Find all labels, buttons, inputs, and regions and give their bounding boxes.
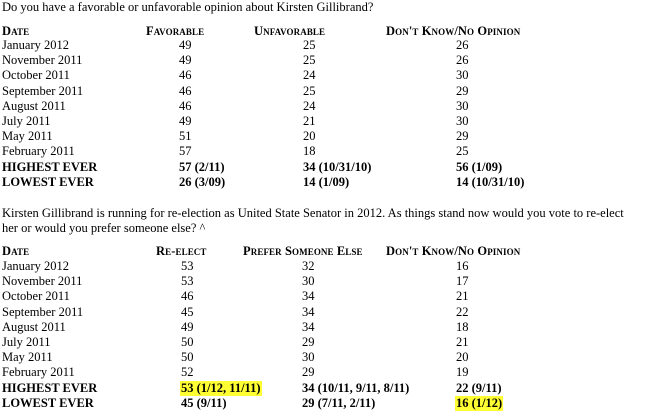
col-prefer-else-header: Prefer Someone Else (243, 244, 363, 258)
row-value: 17 (456, 274, 469, 289)
row-value: 45 (181, 304, 194, 319)
row-date: January 2012 (2, 259, 69, 273)
row-value: 19 (456, 365, 469, 380)
table-row (0, 84, 671, 99)
highest-ever-row (0, 381, 671, 396)
question-2-line1: Kirsten Gillibrand is running for re-election as United State Senator in 2012. As things stand now would you vote to re-elect (2, 206, 624, 220)
row-value: 24 (303, 68, 316, 83)
row-value: 21 (456, 335, 469, 349)
table-row (0, 38, 671, 53)
row-value: 50 (181, 335, 194, 349)
row-value: 49 (179, 53, 192, 68)
col-reelect-header: Re-elect (156, 244, 207, 258)
row-value: 46 (179, 83, 192, 98)
row-date: August 2011 (2, 98, 66, 113)
table-row (0, 144, 671, 159)
row-value: 21 (456, 289, 469, 304)
row-date: October 2011 (2, 289, 70, 304)
row-value: 53 (181, 274, 194, 289)
row-date: September 2011 (2, 304, 84, 319)
row-value: 26 (456, 38, 469, 52)
table-row (0, 365, 671, 380)
table-row (0, 129, 671, 144)
col-favorable-header: Favorable (146, 24, 205, 38)
col-date-header: Date (2, 244, 30, 258)
row-value: 18 (303, 144, 316, 159)
row-date: August 2011 (2, 319, 66, 334)
summary-value: 45 (9/11) (181, 395, 227, 410)
row-value: 20 (456, 350, 469, 365)
row-value: 34 (302, 319, 315, 334)
row-value: 26 (456, 53, 469, 68)
row-value: 46 (179, 68, 192, 83)
row-value: 21 (303, 114, 316, 128)
table2-header-row (0, 244, 671, 259)
row-value: 49 (179, 114, 192, 128)
table-row (0, 68, 671, 83)
row-value: 49 (179, 38, 192, 52)
row-date: February 2011 (2, 144, 75, 159)
row-value: 29 (302, 335, 315, 349)
summary-label: LOWEST EVER (2, 174, 94, 189)
summary-value: 57 (2/11) (179, 159, 225, 174)
row-value: 53 (181, 259, 194, 273)
row-value: 29 (456, 83, 469, 98)
row-value: 25 (303, 83, 316, 98)
summary-label: HIGHEST EVER (2, 380, 98, 395)
row-value: 49 (181, 319, 194, 334)
summary-value: 34 (10/11, 9/11, 8/11) (302, 380, 410, 395)
summary-label: LOWEST EVER (2, 395, 94, 410)
table-row (0, 305, 671, 320)
row-date: November 2011 (2, 274, 83, 289)
highlighted-summary-value: 16 (1/12) (456, 395, 503, 410)
row-value: 46 (181, 289, 194, 304)
row-value: 24 (303, 98, 316, 113)
summary-value: 29 (7/11, 2/11) (302, 395, 376, 410)
row-date: September 2011 (2, 83, 84, 98)
row-value: 18 (456, 319, 469, 334)
question-2-line2: her or would you prefer someone else? ^ (2, 221, 206, 235)
summary-value: 26 (3/09) (179, 174, 226, 189)
col-dontknow-header: Don't Know/No Opinion (386, 24, 521, 38)
row-date: January 2012 (2, 38, 69, 52)
highlighted-summary-value: 53 (1/12, 11/11) (181, 380, 261, 395)
row-value: 34 (302, 304, 315, 319)
row-value: 32 (302, 259, 315, 273)
row-value: 29 (302, 365, 315, 380)
table-row (0, 53, 671, 68)
row-value: 20 (303, 129, 316, 144)
summary-value: 56 (1/09) (456, 159, 503, 174)
table-row (0, 350, 671, 365)
col-date-header: Date (2, 24, 30, 38)
table-row (0, 114, 671, 129)
question-1: Do you have a favorable or unfavorable opinion about Kirsten Gillibrand? (2, 0, 374, 14)
lowest-ever-row (0, 396, 671, 411)
row-value: 52 (181, 365, 194, 380)
row-value: 34 (302, 289, 315, 304)
table-row (0, 274, 671, 289)
lowest-ever-row (0, 175, 671, 190)
row-value: 25 (456, 144, 469, 159)
row-value: 46 (179, 98, 192, 113)
summary-value: 14 (10/31/10) (456, 174, 525, 189)
row-date: November 2011 (2, 53, 83, 68)
summary-label: HIGHEST EVER (2, 159, 98, 174)
row-value: 30 (302, 274, 315, 289)
table-row (0, 335, 671, 350)
row-value: 57 (179, 144, 192, 159)
highest-ever-row (0, 160, 671, 175)
summary-value: 14 (1/09) (303, 174, 350, 189)
row-date: February 2011 (2, 365, 75, 380)
row-date: May 2011 (2, 129, 53, 144)
row-value: 30 (456, 68, 469, 83)
table-row (0, 99, 671, 114)
col-unfavorable-header: Unfavorable (254, 24, 326, 38)
row-value: 25 (303, 53, 316, 68)
row-value: 25 (303, 38, 316, 52)
row-value: 16 (456, 259, 469, 273)
table-row (0, 259, 671, 274)
row-date: July 2011 (2, 335, 51, 349)
row-date: October 2011 (2, 68, 70, 83)
row-value: 50 (181, 350, 194, 365)
row-value: 30 (456, 114, 469, 128)
summary-value: 34 (10/31/10) (303, 159, 372, 174)
table-row (0, 320, 671, 335)
row-value: 29 (456, 129, 469, 144)
row-value: 30 (456, 98, 469, 113)
summary-value: 22 (9/11) (456, 380, 502, 395)
row-date: July 2011 (2, 114, 51, 128)
col-dontknow-header: Don't Know/No Opinion (386, 244, 521, 258)
row-value: 30 (302, 350, 315, 365)
row-value: 22 (456, 304, 469, 319)
row-date: May 2011 (2, 350, 53, 365)
table-row (0, 289, 671, 304)
row-value: 51 (179, 129, 192, 144)
table1-header-row (0, 24, 671, 39)
